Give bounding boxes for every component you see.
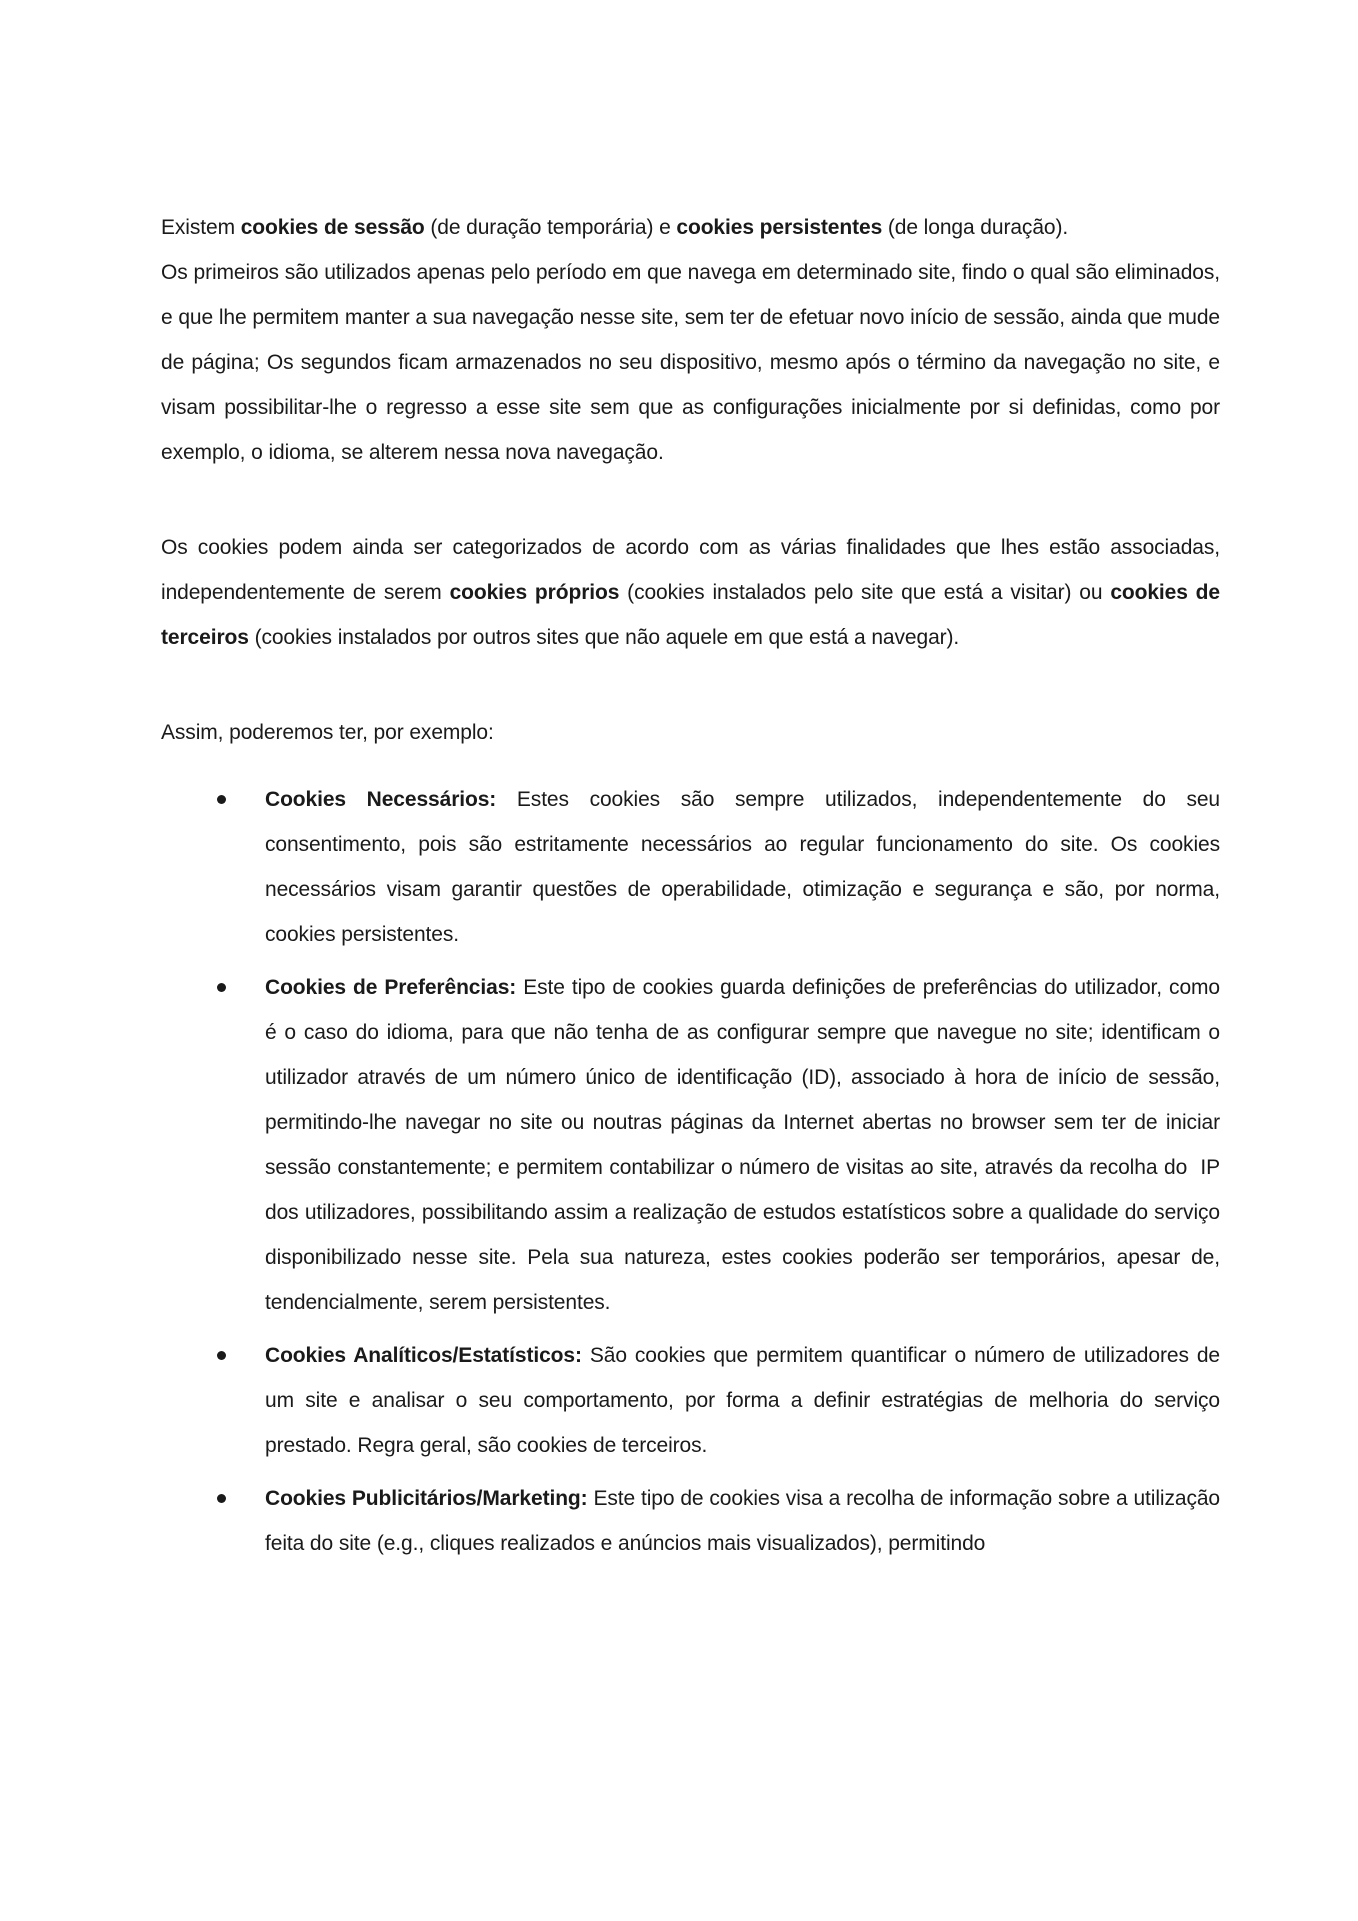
text-run: cookies de sessão [240, 216, 425, 239]
text-run: cookies próprios [449, 581, 620, 604]
text-run: Assim, poderemos ter, por exemplo: [161, 721, 494, 744]
text-run: Este tipo de cookies guarda definições de preferências do utilizador, como é o caso do idioma, para que não tenha de as configurar sempre que navegue no site; identificam o utilizador através de um número único de identificação (ID), associado à hora de início de sessão, permitindo-lhe navegar no site ou noutras páginas da Internet abertas no browser sem ter de iniciar sessão constantemente; e permitem contabilizar o número de visitas ao site, através da recolha do IP dos utilizadores, possibilitando assim a realização de estudos estatísticos sobre a qualidade do serviço disponibilizado nesse site. Pela sua natureza, estes cookies poderão ser temporários, apesar de, tendencialmente, serem persistentes. [265, 976, 1221, 1314]
bullet-icon [217, 1494, 226, 1503]
paragraph-categorization [161, 525, 1220, 660]
list-item-advertising-cookies [161, 1476, 1220, 1566]
text-run: Cookies Analíticos/Estatísticos: [265, 1344, 582, 1367]
text-run: (cookies instalados pelo site que está a visitar) ou [619, 581, 1111, 604]
text-run: Existem [161, 216, 241, 239]
text-run: Cookies de Preferências: [265, 976, 517, 999]
text-run: Estes cookies são sempre utilizados, independentemente do seu consentimento, pois são estritamente necessários ao regular funcionamento do site. Os cookies necessários visam garantir questões de operabilidade, otimização e segurança e são, por norma, cookies persistentes. [265, 788, 1221, 946]
text-run: Cookies Publicitários/Marketing: [265, 1487, 588, 1510]
text-run: cookies persistentes [676, 216, 883, 239]
list-item-necessary-cookies [161, 777, 1220, 957]
text-run: (cookies instalados por outros sites que não aquele em que está a navegar). [248, 626, 960, 649]
paragraph-session-persistent [161, 250, 1220, 475]
text-run: Os primeiros são utilizados apenas pelo período em que navega em determinado site, findo o qual são eliminados, e que lhe permitem manter a sua navegação nesse site, sem ter de efetuar novo início de sessão, ainda que mude de página; Os segundos ficam armazenados no seu dispositivo, mesmo após o término da navegação no site, e visam possibilitar-lhe o regresso a esse site sem que as configurações inicialmente por si definidas, como por exemplo, o idioma, se alterem nessa nova navegação. [161, 261, 1220, 464]
text-run: cookies de terceiros [161, 581, 1220, 649]
text-run: Este tipo de cookies visa a recolha de informação sobre a utilização feita do site (e.g., cliques realizados e anúncios mais visualizados), permitindo [265, 1487, 1221, 1555]
text-run: (de longa duração). [882, 216, 1069, 239]
bullet-icon [217, 795, 226, 804]
text-run: São cookies que permitem quantificar o número de utilizadores de um site e analisar o seu comportamento, por forma a definir estratégias de melhoria do serviço prestado. Regra geral, são cookies de terceiros. [265, 1344, 1220, 1457]
text-run: (de duração temporária) e [424, 216, 677, 239]
bullet-icon [217, 983, 226, 992]
text-run: Os cookies podem ainda ser categorizados de acordo com as várias finalidades que lhes estão associadas, independentemente de serem [161, 536, 1220, 604]
paragraph-examples-intro [161, 710, 1220, 755]
list-item-analytics-cookies [161, 1333, 1220, 1468]
bullet-icon [217, 1351, 226, 1360]
paragraph-intro [161, 205, 1220, 250]
text-run: Cookies Necessários: [265, 788, 497, 811]
list-cookie-types [161, 777, 1220, 1566]
list-item-preference-cookies [161, 965, 1220, 1325]
